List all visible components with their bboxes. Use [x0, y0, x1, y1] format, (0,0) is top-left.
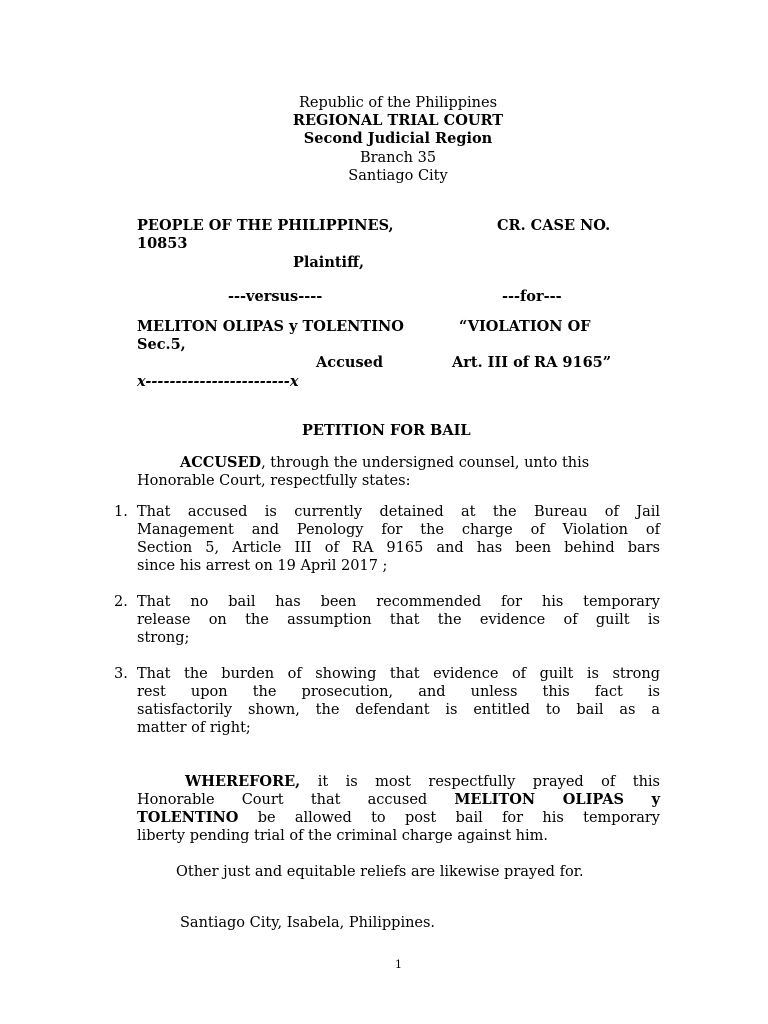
prayer-rest-1: it is most respectfully prayed of this: [300, 774, 660, 790]
item-2-number: 2.: [114, 594, 128, 610]
document-title: PETITION FOR BAIL: [302, 422, 471, 439]
prayer-line-3: [137, 809, 660, 827]
header-region: Second Judicial Region: [303, 130, 493, 147]
item-3-line-4: matter of right;: [137, 720, 251, 736]
intro-rest: , through the undersigned counsel, unto this: [261, 455, 590, 471]
item-1-number: 1.: [114, 504, 128, 520]
plaintiff-name: PEOPLE OF THE PHILIPPINES,: [137, 217, 394, 234]
for-label: ---for---: [502, 288, 562, 305]
item-2-line-2: release on the assumption that the evidence of guilt is: [137, 612, 660, 628]
item-1-line-3: Section 5, Article III of RA 9165 and has been behind bars: [137, 540, 660, 556]
header-republic: Republic of the Philippines: [298, 95, 498, 111]
prayer-line-4: liberty pending trial of the criminal charge against him.: [137, 828, 548, 844]
section-label: Sec.5,: [137, 336, 186, 353]
item-3-line-3: satisfactorily shown, the defendant is entitled to bail as a: [137, 702, 660, 718]
accused-name: MELITON OLIPAS y TOLENTINO: [137, 318, 404, 335]
plaintiff-label: Plaintiff,: [293, 254, 365, 271]
intro-accused: ACCUSED: [180, 454, 262, 471]
case-label: CR. CASE NO.: [497, 217, 611, 234]
item-3-line-2: rest upon the prosecution, and unless this fact is: [137, 684, 660, 700]
page-number: 1: [395, 958, 402, 971]
header-branch: Branch 35: [359, 150, 437, 166]
prayer-accused-name: MELITON OLIPAS y: [454, 791, 660, 808]
prayer-line-1: [185, 773, 660, 791]
item-2-line-1: That no bail has been recommended for his temporary: [137, 594, 660, 610]
header-city: Santiago City: [348, 168, 448, 184]
item-1-line-2: Management and Penology for the charge of Violation of: [137, 522, 660, 538]
place-line: Santiago City, Isabela, Philippines.: [180, 915, 436, 931]
article-label: Art. III of RA 9165”: [452, 354, 612, 371]
caption-separator: x------------------------x: [137, 373, 299, 390]
item-3-line-1: That the burden of showing that evidence of guilt is strong: [137, 666, 660, 682]
prayer-line-2: [137, 791, 660, 809]
prayer-line-3-text: be allowed to post bail for his temporary: [238, 810, 660, 826]
violation-label: “VIOLATION OF: [459, 318, 591, 335]
prayer-accused-surname: TOLENTINO: [137, 809, 239, 826]
intro-line-1: [180, 454, 589, 472]
other-reliefs: Other just and equitable reliefs are likewise prayed for.: [176, 864, 584, 880]
accused-label: Accused: [316, 354, 383, 371]
case-number: 10853: [137, 235, 188, 252]
item-2-line-3: strong;: [137, 630, 190, 646]
intro-line-2: Honorable Court, respectfully states:: [137, 473, 411, 489]
versus-label: ---versus----: [228, 288, 323, 305]
prayer-wherefore: WHEREFORE,: [185, 773, 301, 790]
prayer-line-2-text: Honorable Court that accused: [137, 792, 455, 808]
item-1-line-1: That accused is currently detained at the Bureau of Jail: [137, 504, 660, 520]
item-3-number: 3.: [114, 666, 128, 682]
header-court: REGIONAL TRIAL COURT: [292, 112, 504, 129]
item-1-line-4: since his arrest on 19 April 2017 ;: [137, 558, 388, 574]
